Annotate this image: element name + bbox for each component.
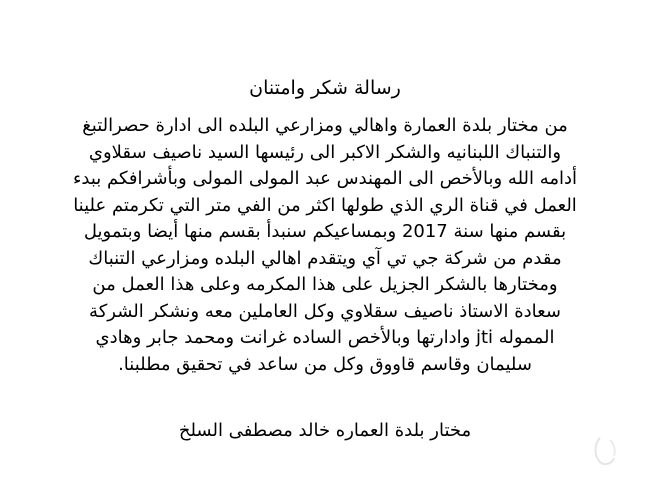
body-line: مقدم من شركة جي تي آي ويتقدم اهالي البلده ومزارعي التنباك	[88, 247, 562, 269]
letter-body	[60, 113, 590, 378]
body-line: العمل في قناة الري الذي طولها اكثر من الفي متر التي تكرمتم علينا	[73, 194, 577, 216]
body-line: من مختار بلدة العمارة واهالي ومزارعي البلده الى ادارة حصرالتبغ	[82, 115, 568, 136]
body-line: المموله jti وادارتها وبالأخص الساده غرانت ومحمد جابر وهادي	[95, 327, 555, 348]
body-line: والتنباك اللبنانيه والشكر الاكبر الى رئيسها السيد ناصيف سقلاوي	[88, 141, 562, 163]
body-line: ومختارها بالشكر الجزيل على هذا المكرمه وعلى هذا العمل من	[92, 274, 558, 295]
letter-signature: مختار بلدة العماره خالد مصطفى السلخ	[178, 420, 472, 441]
body-line: بقسم منها سنة 2017 وبمساعيكم سنبدأ بقسم منها أيضا وبتمويل	[83, 221, 567, 242]
body-line: سعادة الاستاذ ناصيف سقلاوي وكل العاملين معه ونشكر الشركة	[89, 300, 561, 322]
body-line: سليمان وقاسم قاووق وكل من ساعد في تحقيق مطلبنا.	[118, 353, 532, 375]
body-line: أدامه الله وبالأخص الى المهندس عبد المولى المولى وبأشرافكم ببدء	[72, 168, 578, 189]
faint-corner-mark-icon	[586, 430, 626, 470]
letter-title: رسالة شكر وامتنان	[249, 77, 401, 99]
